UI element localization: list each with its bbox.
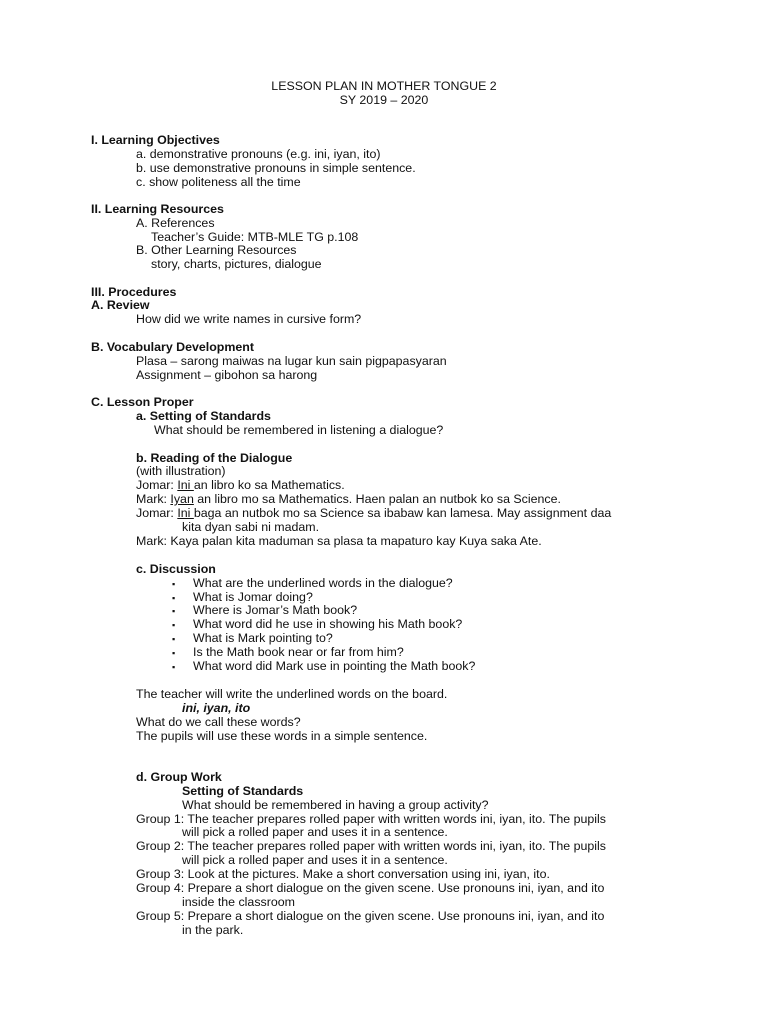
vocabulary-item: Assignment – gibohon sa harong [136, 368, 318, 382]
review-heading: A. Review [91, 298, 150, 312]
discussion-question: What is Mark pointing to? [193, 631, 333, 645]
underlined-word: Ini [177, 506, 194, 520]
dialogue-note: (with illustration) [136, 464, 226, 478]
group-item-continued: inside the classroom [182, 895, 295, 909]
objectives-heading: I. Learning Objectives [91, 133, 220, 147]
bullet-icon: ▪ [172, 593, 176, 603]
objective-item: c. show politeness all the time [136, 175, 301, 189]
group-item-continued: will pick a rolled paper and uses it in a sentence. [182, 853, 448, 867]
group-item: Group 5: Prepare a short dialogue on the given scene. Use pronouns ini, iyan, and ito [136, 909, 605, 923]
standards-heading: a. Setting of Standards [136, 409, 271, 423]
discussion-question: What word did he use in showing his Math book? [193, 617, 463, 631]
bullet-icon: ▪ [172, 606, 176, 616]
board-words: ini, iyan, ito [182, 701, 251, 715]
use-text: The pupils will use these words in a simple sentence. [136, 729, 428, 743]
group-standards-text: What should be remembered in having a group activity? [182, 798, 489, 812]
dialogue-text: an libro mo sa Mathematics. Haen palan an nutbok ko sa Science. [193, 492, 561, 506]
dialogue-heading: b. Reading of the Dialogue [136, 451, 293, 465]
other-resources-value: story, charts, pictures, dialogue [151, 257, 322, 271]
document-title: LESSON PLAN IN MOTHER TONGUE 2 [271, 79, 497, 93]
group-item: Group 2: The teacher prepares rolled paper with written words ini, iyan, ito. The pupils [136, 839, 606, 853]
discussion-question: What word did Mark use in pointing the Math book? [193, 659, 476, 673]
objective-item: a. demonstrative pronouns (e.g. ini, iyan, ito) [136, 147, 381, 161]
speaker: Jomar: [136, 506, 178, 520]
board-text: The teacher will write the underlined words on the board. [136, 687, 448, 701]
speaker: Mark: [136, 492, 171, 506]
lesson-proper-heading: C. Lesson Proper [91, 395, 194, 409]
group-item: Group 1: The teacher prepares rolled paper with written words ini, iyan, ito. The pupils [136, 812, 606, 826]
dialogue-line: Mark: Kaya palan kita maduman sa plasa ta mapaturo kay Kuya saka Ate. [136, 534, 542, 548]
other-resources-label: B. Other Learning Resources [136, 243, 297, 257]
speaker: Jomar: [136, 478, 178, 492]
review-text: How did we write names in cursive form? [136, 312, 362, 326]
discussion-heading: c. Discussion [136, 562, 216, 576]
dialogue-text: baga an nutbok mo sa Science sa ibabaw kan lamesa. May assignment daa [193, 506, 612, 520]
underlined-word: Ini [177, 478, 194, 492]
dialogue-line-continued: kita dyan sabi ni madam. [182, 520, 320, 534]
discussion-question: What are the underlined words in the dialogue? [193, 576, 453, 590]
underlined-word: Iyan [170, 492, 194, 506]
references-label: A. References [136, 216, 215, 230]
group-work-heading: d. Group Work [136, 770, 222, 784]
group-standards-heading: Setting of Standards [182, 784, 304, 798]
group-item-continued: in the park. [182, 923, 244, 937]
school-year: SY 2019 – 2020 [339, 93, 429, 107]
discussion-question: Is the Math book near or far from him? [193, 645, 404, 659]
bullet-icon: ▪ [172, 579, 176, 589]
call-text: What do we call these words? [136, 715, 301, 729]
discussion-question: Where is Jomar’s Math book? [193, 603, 358, 617]
bullet-icon: ▪ [172, 620, 176, 630]
dialogue-line [136, 493, 561, 507]
objective-item: b. use demonstrative pronouns in simple sentence. [136, 161, 416, 175]
standards-text: What should be remembered in listening a dialogue? [154, 423, 444, 437]
bullet-icon: ▪ [172, 648, 176, 658]
references-value: Teacher’s Guide: MTB-MLE TG p.108 [151, 230, 359, 244]
resources-heading: II. Learning Resources [91, 202, 224, 216]
discussion-question: What is Jomar doing? [193, 590, 313, 604]
bullet-icon: ▪ [172, 662, 176, 672]
vocabulary-heading: B. Vocabulary Development [91, 340, 254, 354]
bullet-icon: ▪ [172, 634, 176, 644]
dialogue-line [136, 507, 611, 521]
group-item: Group 4: Prepare a short dialogue on the given scene. Use pronouns ini, iyan, and ito [136, 881, 605, 895]
dialogue-line [136, 479, 345, 493]
dialogue-text: an libro ko sa Mathematics. [193, 478, 345, 492]
vocabulary-item: Plasa – sarong maiwas na lugar kun sain pigpapasyaran [136, 354, 447, 368]
procedures-heading: III. Procedures [91, 285, 177, 299]
group-item: Group 3: Look at the pictures. Make a short conversation using ini, iyan, ito. [136, 867, 550, 881]
group-item-continued: will pick a rolled paper and uses it in a sentence. [182, 825, 448, 839]
